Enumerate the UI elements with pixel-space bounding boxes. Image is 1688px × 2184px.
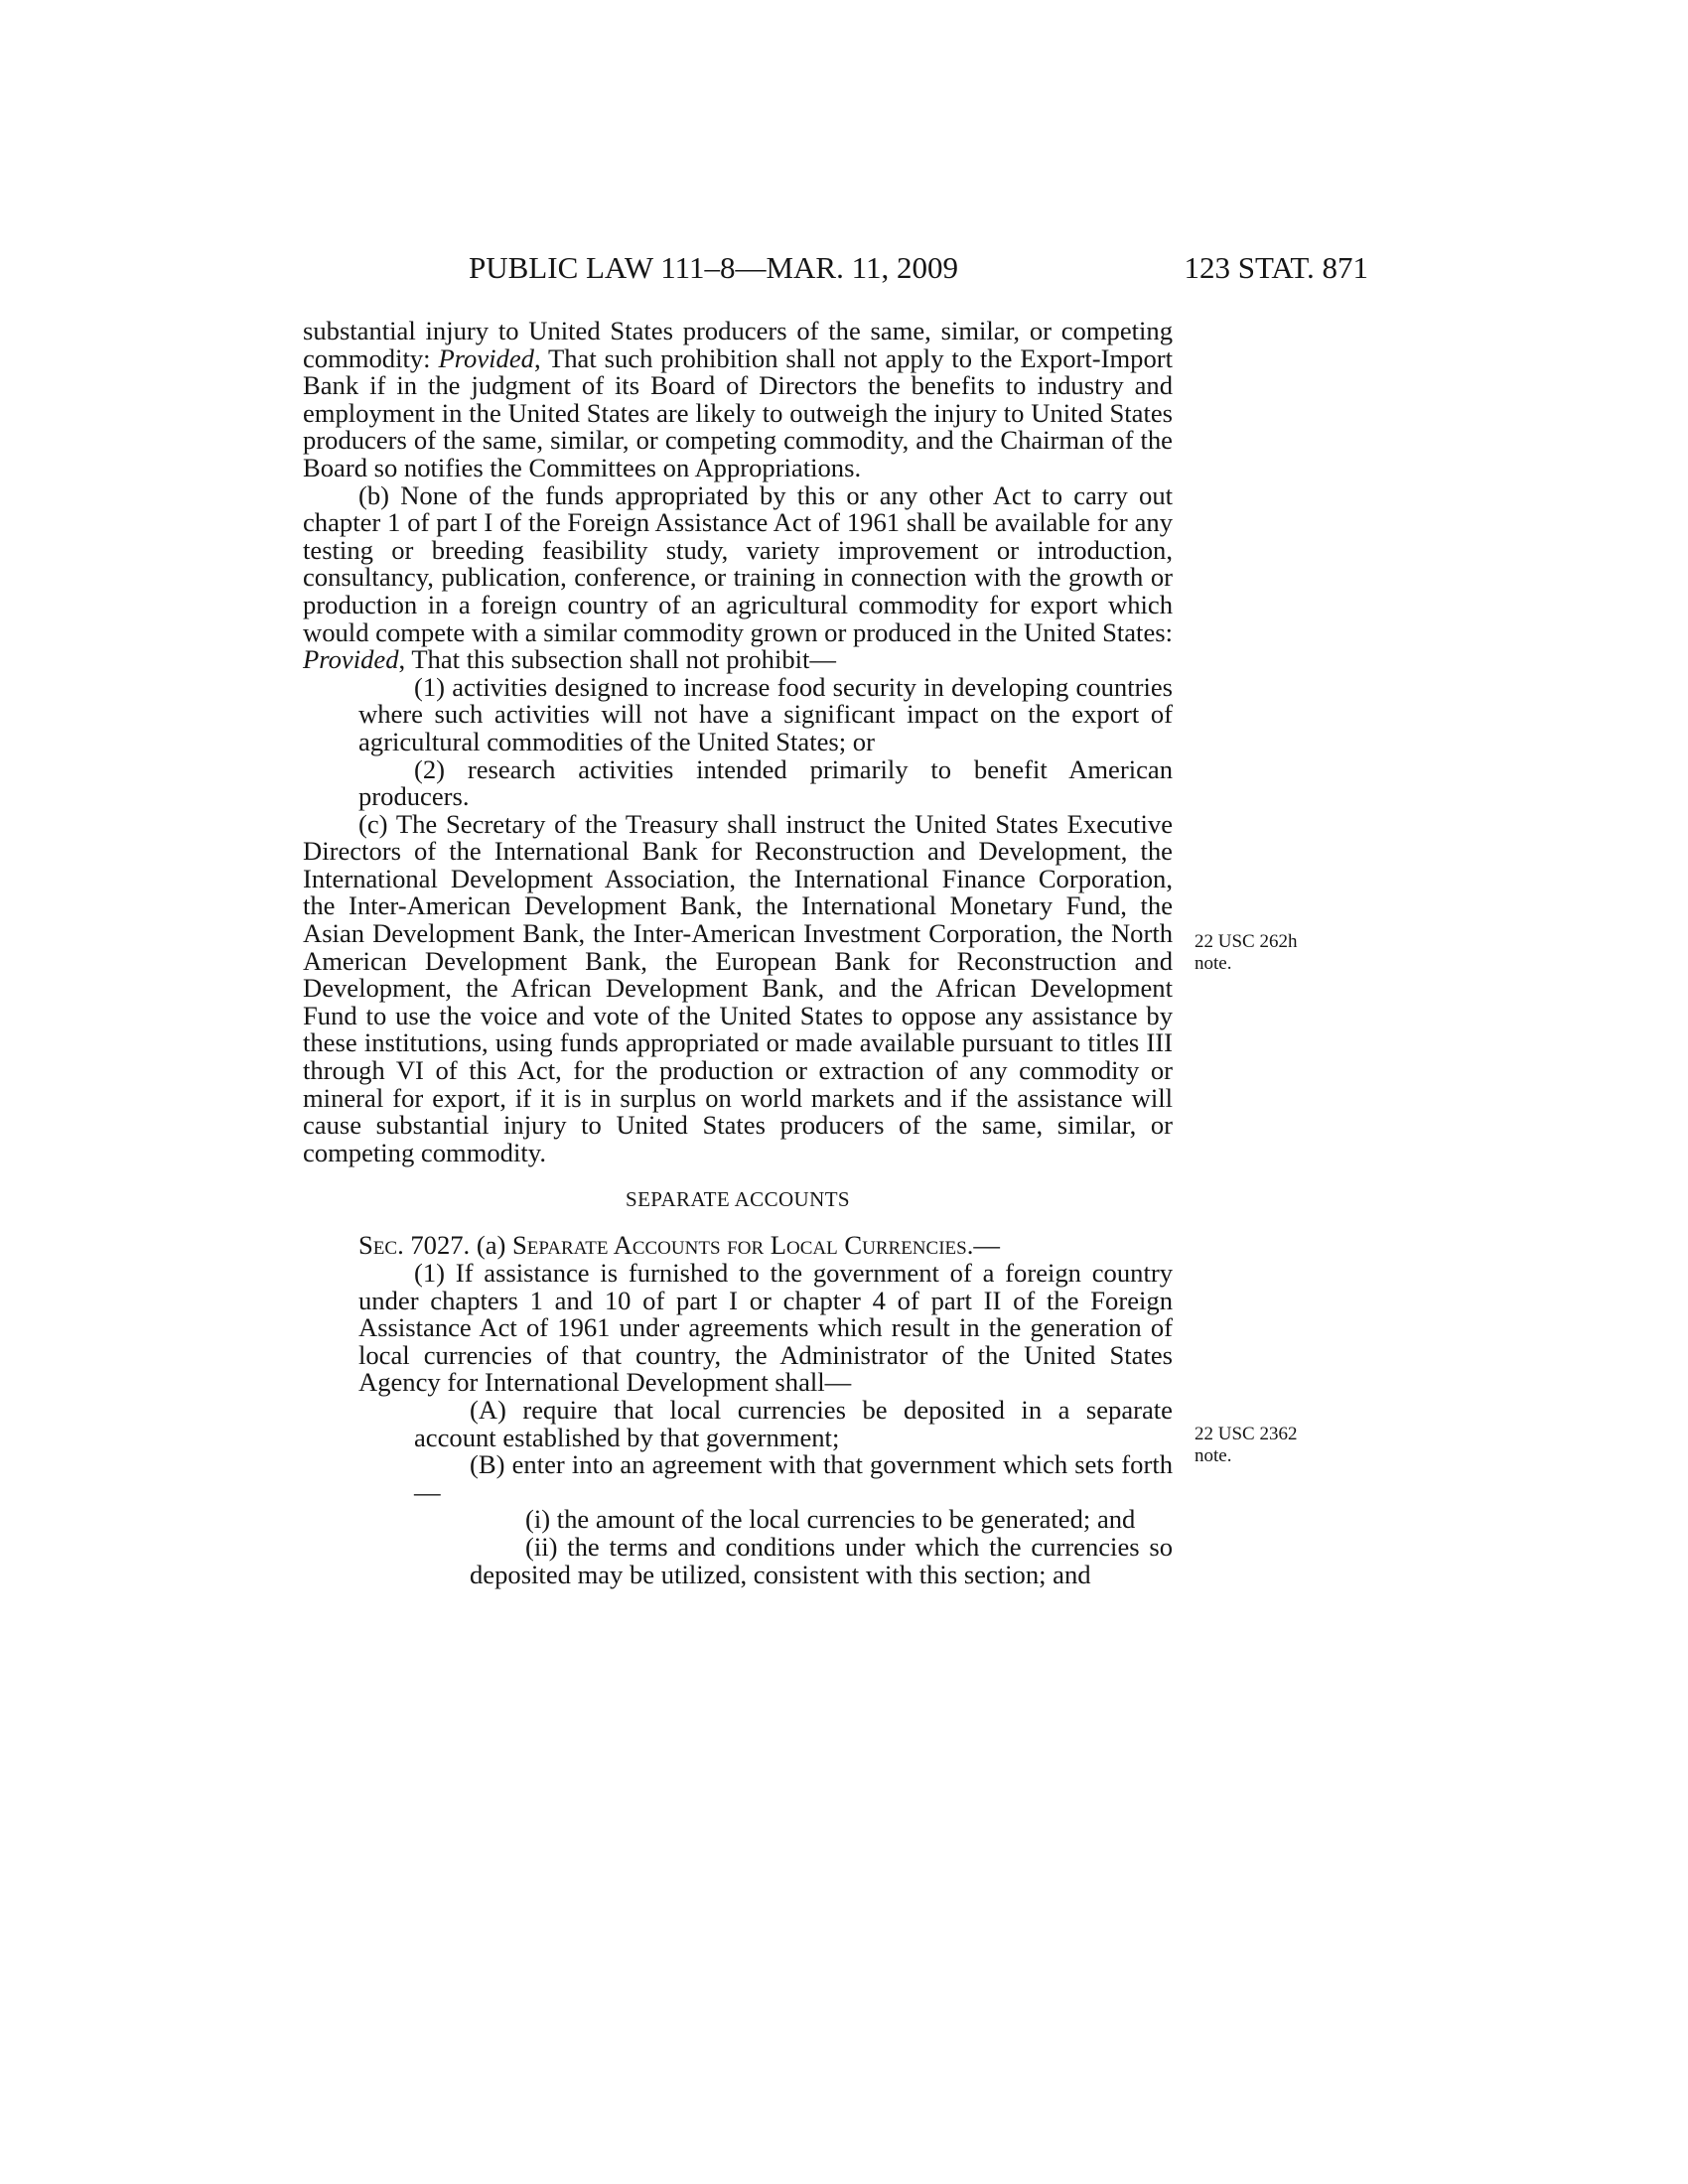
paragraph-b-1: (1) activities designed to increase food security in developing countries where such activities will not have a significant impact on the export of agricultural commodities of the United States; or <box>358 671 1173 756</box>
subsection-b: (b) None of the funds appropriated by this or any other Act to carry out chapter 1 of part I of the Foreign Assistance Act of 1961 shall be available for any testing or breeding feasibility study, variety improvement or introduction, consultancy, publication, conference, or training in connection with the growth or production in a foreign country of an agricultural commodity for export which would compete with a similar commodity grown or produced in the United States: Provided, That this subsection shall not prohibit— <box>303 479 1173 675</box>
clause-i: (i) the amount of the local currencies to be generated; and <box>525 1504 1136 1535</box>
provided-italic: Provided <box>438 342 534 373</box>
subsection-c: (c) The Secretary of the Treasury shall instruct the United States Executive Directors of the International Bank for Reconstruction and Development, the International Development Association, the International Finance Corporation, the Inter-American Development Bank, the International Monetary Fund, the Asian Development Bank, the Inter-American Investment Corporation, the North American Development Bank, the European Bank for Reconstruction and Development, the African Development Bank, and the African Development Fund to use the voice and vote of the United States to oppose any assistance by these institutions, using funds appropriated or made available pursuant to titles III through VI of this Act, for the production or extraction of any commodity or mineral for export, if it is in surplus on world markets and if the assistance will cause substantial injury to United States producers of the same, similar, or competing commodity. <box>303 808 1173 1167</box>
subparagraph-B: (B) enter into an agreement with that government which sets forth— <box>414 1449 1173 1507</box>
margin-note-22-usc-262h: 22 USC 262h note. <box>1195 931 1298 974</box>
paragraph-b-2: (2) research activities intended primarily to benefit American producers. <box>358 753 1173 812</box>
margin-note-22-usc-2362: 22 USC 2362 note. <box>1195 1424 1298 1466</box>
statute-page-number: 123 STAT. 871 <box>1184 250 1368 285</box>
clause-ii: (ii) the terms and conditions under which the currencies so deposited may be utilized, consistent with this section; and <box>470 1531 1173 1589</box>
running-head <box>298 248 1368 288</box>
body-text <box>303 318 1173 1588</box>
subparagraph-A: (A) require that local currencies be deposited in a separate account established by that government; <box>414 1394 1173 1452</box>
public-law-title: PUBLIC LAW 111–8—MAR. 11, 2009 <box>469 250 958 285</box>
provided-italic: Provided <box>303 644 399 675</box>
paragraph-continuation: substantial injury to United States producers of the same, similar, or competing commodity: Provided, That such prohibition shall not apply to the Export-Import Bank if in the judgment of its Board of Directors the benefits to industry and employment in the United States are likely to outweigh the injury to United States producers of the same, similar, or competing commodity, and the Chairman of the Board so notifies the Committees on Appropriations. <box>303 316 1173 482</box>
section-label: Sec. <box>358 1230 404 1261</box>
paragraph-a-1: (1) If assistance is furnished to the government of a foreign country under chapters 1 and 10 of part I or chapter 4 of part II of the Foreign Assistance Act of 1961 under agreements which result in the generation of local currencies of that country, the Administrator of the United States Agency for International Development shall— <box>358 1258 1173 1398</box>
subsection-title: Separate Accounts for Local Currencies <box>512 1230 967 1261</box>
section-heading: SEPARATE ACCOUNTS <box>626 1187 850 1212</box>
section-7027-header: Sec. 7027. (a) Separate Accounts for Local Currencies.— <box>358 1230 1000 1261</box>
